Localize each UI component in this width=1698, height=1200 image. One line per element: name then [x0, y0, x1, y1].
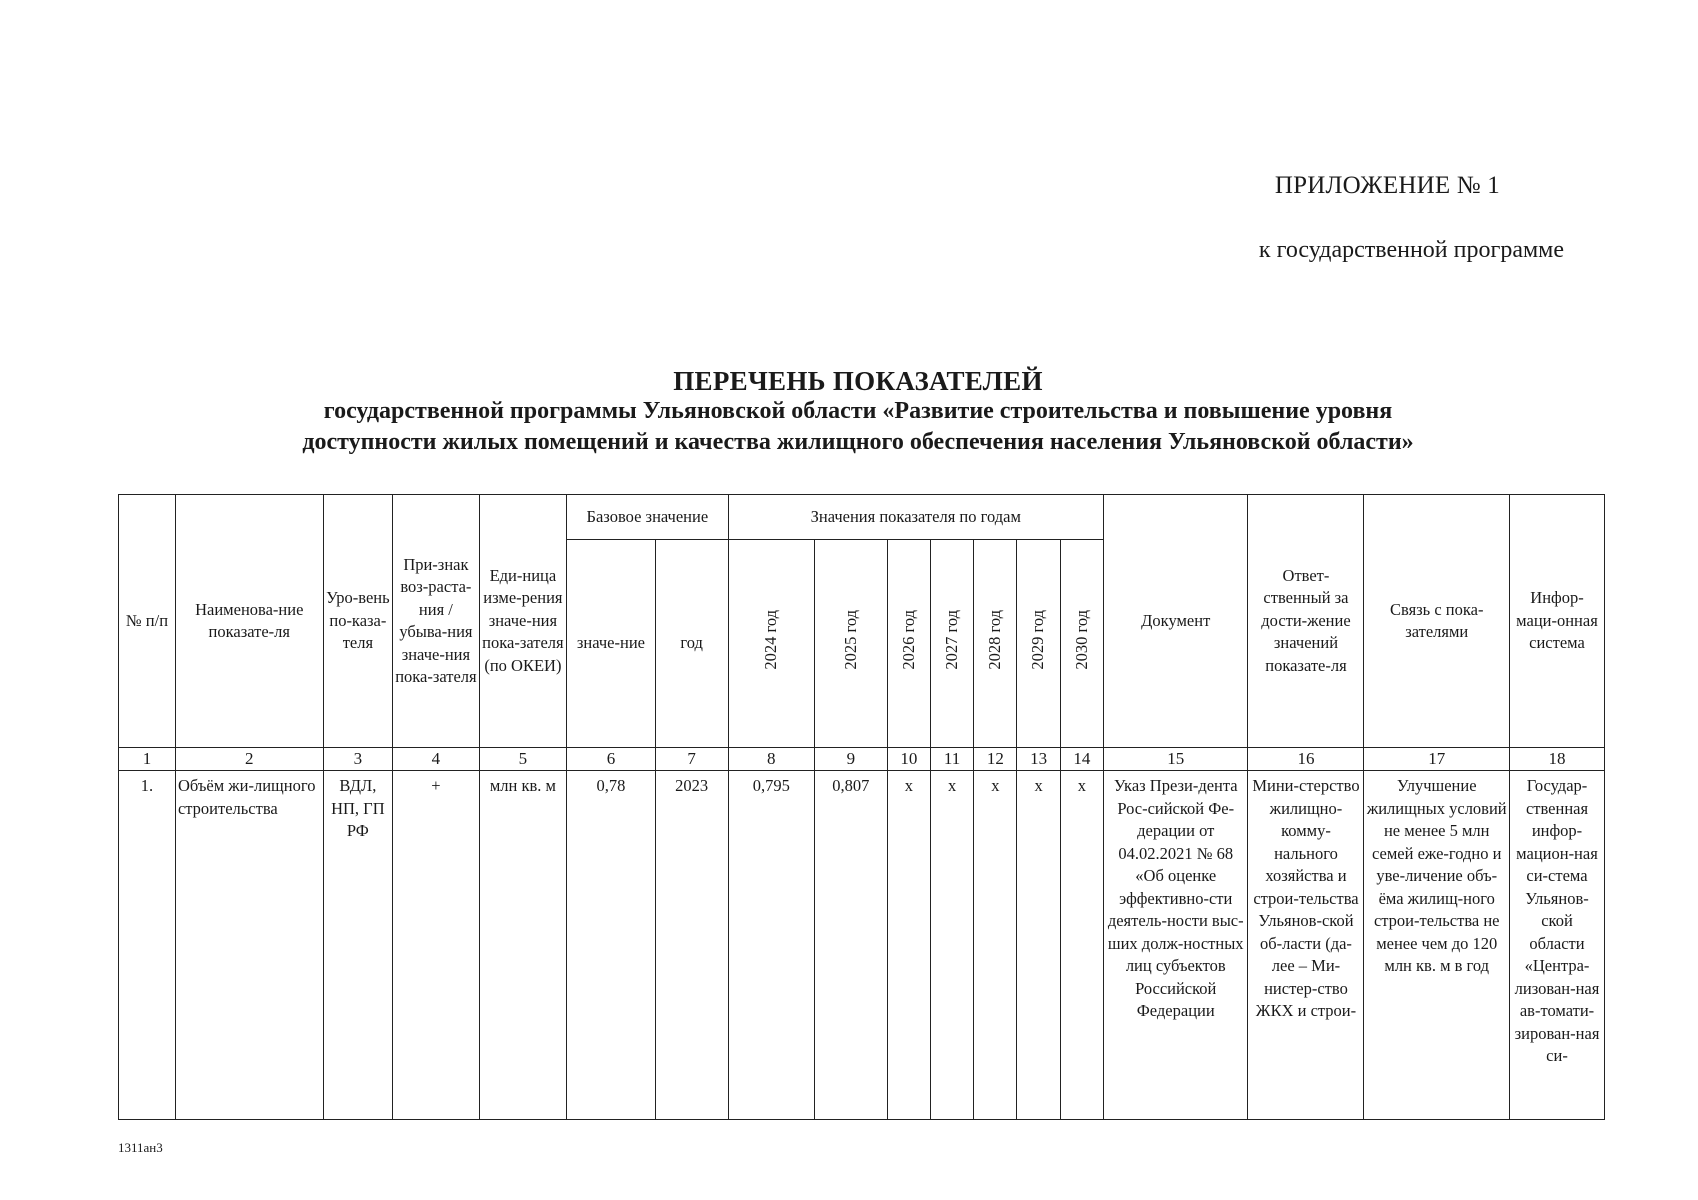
header-years-group: Значения показателя по годам [728, 495, 1103, 540]
header-year-2024 [728, 540, 814, 748]
header-row-1 [119, 495, 1605, 540]
title-line-1: государственной программы Ульяновской области «Развитие строительства и повышение уровня [323, 398, 1393, 424]
row-level: ВДЛ, НП, ГП РФ [323, 771, 393, 1120]
header-base-year: год [655, 540, 728, 748]
header-base-value: значе-ние [567, 540, 656, 748]
document-title [110, 366, 1606, 458]
column-number: 9 [814, 748, 887, 771]
header-year-2028-label: 2028 год [985, 610, 1005, 671]
header-num: № п/п [119, 495, 176, 748]
header-sign: При-знак воз-раста-ния / убыва-ния значе-ния пока-зателя [393, 495, 479, 748]
row-base-value: 0,78 [567, 771, 656, 1120]
column-number: 3 [323, 748, 393, 771]
column-number: 5 [479, 748, 567, 771]
column-number: 4 [393, 748, 479, 771]
header-year-2030 [1060, 540, 1103, 748]
header-base-group: Базовое значение [567, 495, 728, 540]
header-year-2029-label: 2029 год [1028, 610, 1048, 671]
header-year-2027-label: 2027 год [941, 610, 961, 671]
header-year-2026-label: 2026 год [898, 610, 918, 671]
header-year-2025-label: 2025 год [840, 610, 860, 671]
column-number: 8 [728, 748, 814, 771]
row-info-system: Государ-ственная инфор-мацион-ная си-стема Ульянов-ской области «Центра-лизован-ная ав-томати-зирован-ная си- [1510, 771, 1605, 1120]
column-number: 14 [1060, 748, 1103, 771]
header-info-system: Инфор-маци-онная система [1510, 495, 1605, 748]
row-document: Указ Прези-дента Рос-сийской Фе-дерации от 04.02.2021 № 68 «Об оценке эффективно-сти деятель-ности выс-ших долж-ностных лиц субъектов Российской Федерации [1104, 771, 1248, 1120]
column-number: 6 [567, 748, 656, 771]
row-value-2027: x [930, 771, 973, 1120]
header-year-2028 [974, 540, 1017, 748]
column-number: 18 [1510, 748, 1605, 771]
row-value-2024: 0,795 [728, 771, 814, 1120]
row-value-2026: x [887, 771, 930, 1120]
header-unit: Еди-ница изме-рения значе-ния пока-зателя (по ОКЕИ) [479, 495, 567, 748]
column-number: 12 [974, 748, 1017, 771]
column-number: 16 [1248, 748, 1364, 771]
appendix-subtitle: к государственной программе [1258, 237, 1564, 263]
row-unit: млн кв. м [479, 771, 567, 1120]
row-value-2030: x [1060, 771, 1103, 1120]
header-name: Наименова-ние показате-ля [175, 495, 323, 748]
row-responsible: Мини-стерство жилищно-комму-нального хозяйства и строи-тельства Ульянов-ской об-ласти (да-лее – Ми-нистер-ство ЖКХ и строи- [1248, 771, 1364, 1120]
header-year-2027 [930, 540, 973, 748]
header-responsible: Ответ-ственный за дости-жение значений показате-ля [1248, 495, 1364, 748]
row-sign: + [393, 771, 479, 1120]
column-number: 10 [887, 748, 930, 771]
footer-code: 1311ан3 [118, 1140, 163, 1155]
title-line-2: доступности жилых помещений и качества жилищного обеспечения населения Ульяновской области» [302, 429, 1414, 455]
table-row [119, 771, 1605, 1120]
row-value-2028: x [974, 771, 1017, 1120]
header-year-2029 [1017, 540, 1060, 748]
row-value-2029: x [1017, 771, 1060, 1120]
header-year-2025 [814, 540, 887, 748]
column-number: 2 [175, 748, 323, 771]
row-base-year: 2023 [655, 771, 728, 1120]
indicators-table [118, 494, 1605, 1120]
header-document: Документ [1104, 495, 1248, 748]
header-year-2024-label: 2024 год [761, 610, 780, 671]
column-number: 17 [1364, 748, 1510, 771]
row-num: 1. [119, 771, 176, 1120]
header-level: Уро-вень по-каза-теля [323, 495, 393, 748]
row-name: Объём жи-лищного строительства [175, 771, 323, 1120]
column-number: 1 [119, 748, 176, 771]
header-year-2030-label: 2030 год [1071, 610, 1091, 671]
column-number-row [119, 748, 1605, 771]
appendix-label: ПРИЛОЖЕНИЕ № 1 [1274, 172, 1500, 199]
row-value-2025: 0,807 [814, 771, 887, 1120]
title-main: ПЕРЕЧЕНЬ ПОКАЗАТЕЛЕЙ [673, 366, 1043, 396]
column-number: 13 [1017, 748, 1060, 771]
header-link: Связь с пока-зателями [1364, 495, 1510, 748]
column-number: 11 [930, 748, 973, 771]
header-year-2026 [887, 540, 930, 748]
column-number: 15 [1104, 748, 1248, 771]
row-link: Улучшение жилищных условий не менее 5 млн семей еже-годно и уве-личение объ-ёма жилищ-ного строи-тельства не менее чем до 120 млн кв. м в год [1364, 771, 1510, 1120]
column-number: 7 [655, 748, 728, 771]
